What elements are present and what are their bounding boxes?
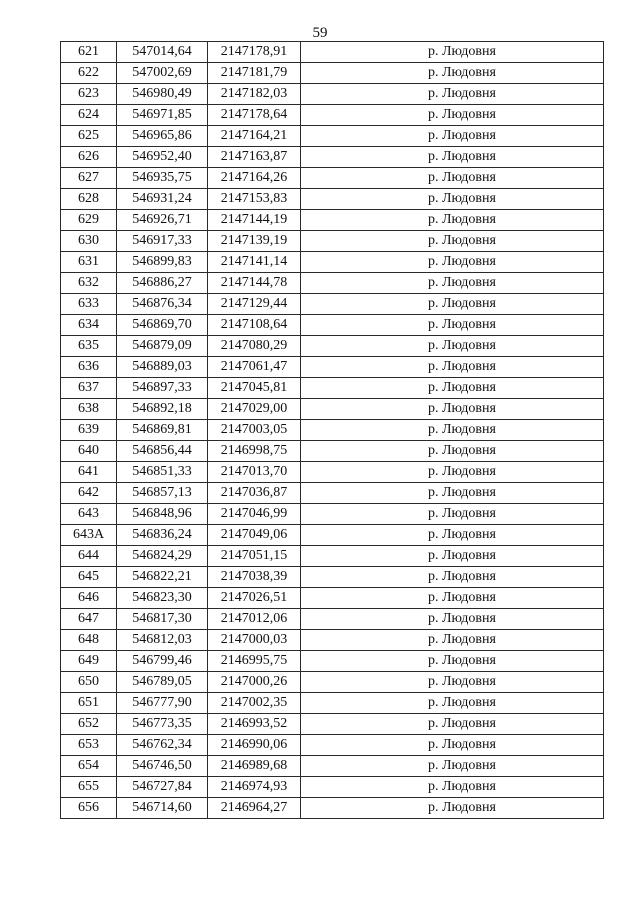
point-number-cell: 646 (61, 588, 117, 609)
point-number-cell: 629 (61, 210, 117, 231)
y-coordinate-cell: 2147144,78 (208, 273, 301, 294)
point-number-cell: 651 (61, 693, 117, 714)
page-number: 59 (312, 25, 328, 41)
y-coordinate-cell: 2147139,19 (208, 231, 301, 252)
table-row (61, 399, 604, 420)
x-coordinate-cell: 546823,30 (117, 588, 208, 609)
y-coordinate-cell: 2147178,64 (208, 105, 301, 126)
point-number-cell: 634 (61, 315, 117, 336)
y-coordinate-cell: 2147003,05 (208, 420, 301, 441)
object-name-cell: р. Людовня (301, 798, 604, 819)
object-name-cell: р. Людовня (301, 378, 604, 399)
point-number-cell: 643 (61, 504, 117, 525)
table-row (61, 672, 604, 693)
table-row (61, 147, 604, 168)
point-number-cell: 631 (61, 252, 117, 273)
object-name-cell: р. Людовня (301, 609, 604, 630)
y-coordinate-cell: 2147080,29 (208, 336, 301, 357)
x-coordinate-cell: 546879,09 (117, 336, 208, 357)
table-row (61, 609, 604, 630)
table-row (61, 378, 604, 399)
y-coordinate-cell: 2146993,52 (208, 714, 301, 735)
table-row (61, 630, 604, 651)
y-coordinate-cell: 2146974,93 (208, 777, 301, 798)
x-coordinate-cell: 546935,75 (117, 168, 208, 189)
object-name-cell: р. Людовня (301, 189, 604, 210)
y-coordinate-cell: 2146990,06 (208, 735, 301, 756)
object-name-cell: р. Людовня (301, 210, 604, 231)
point-number-cell: 654 (61, 756, 117, 777)
object-name-cell: р. Людовня (301, 315, 604, 336)
point-number-cell: 633 (61, 294, 117, 315)
y-coordinate-cell: 2147029,00 (208, 399, 301, 420)
y-coordinate-cell: 2147108,64 (208, 315, 301, 336)
coordinates-table (60, 41, 604, 819)
object-name-cell: р. Людовня (301, 126, 604, 147)
x-coordinate-cell: 546817,30 (117, 609, 208, 630)
table-row (61, 189, 604, 210)
y-coordinate-cell: 2147012,06 (208, 609, 301, 630)
point-number-cell: 635 (61, 336, 117, 357)
object-name-cell: р. Людовня (301, 420, 604, 441)
x-coordinate-cell: 546980,49 (117, 84, 208, 105)
object-name-cell: р. Людовня (301, 462, 604, 483)
table-row (61, 336, 604, 357)
table-row (61, 84, 604, 105)
point-number-cell: 636 (61, 357, 117, 378)
table-row (61, 483, 604, 504)
x-coordinate-cell: 546851,33 (117, 462, 208, 483)
table-row (61, 126, 604, 147)
y-coordinate-cell: 2147000,03 (208, 630, 301, 651)
table-row (61, 735, 604, 756)
x-coordinate-cell: 546822,21 (117, 567, 208, 588)
object-name-cell: р. Людовня (301, 735, 604, 756)
x-coordinate-cell: 546926,71 (117, 210, 208, 231)
x-coordinate-cell: 546789,05 (117, 672, 208, 693)
table-row (61, 252, 604, 273)
table-row (61, 357, 604, 378)
y-coordinate-cell: 2147036,87 (208, 483, 301, 504)
x-coordinate-cell: 546773,35 (117, 714, 208, 735)
y-coordinate-cell: 2146995,75 (208, 651, 301, 672)
point-number-cell: 625 (61, 126, 117, 147)
y-coordinate-cell: 2147000,26 (208, 672, 301, 693)
x-coordinate-cell: 546857,13 (117, 483, 208, 504)
point-number-cell: 632 (61, 273, 117, 294)
x-coordinate-cell: 546836,24 (117, 525, 208, 546)
y-coordinate-cell: 2147163,87 (208, 147, 301, 168)
object-name-cell: р. Людовня (301, 252, 604, 273)
point-number-cell: 643А (61, 525, 117, 546)
x-coordinate-cell: 546952,40 (117, 147, 208, 168)
point-number-cell: 655 (61, 777, 117, 798)
x-coordinate-cell: 546812,03 (117, 630, 208, 651)
object-name-cell: р. Людовня (301, 693, 604, 714)
x-coordinate-cell: 546965,86 (117, 126, 208, 147)
object-name-cell: р. Людовня (301, 630, 604, 651)
x-coordinate-cell: 546777,90 (117, 693, 208, 714)
x-coordinate-cell: 546931,24 (117, 189, 208, 210)
x-coordinate-cell: 546971,85 (117, 105, 208, 126)
object-name-cell: р. Людовня (301, 651, 604, 672)
y-coordinate-cell: 2147002,35 (208, 693, 301, 714)
y-coordinate-cell: 2147144,19 (208, 210, 301, 231)
x-coordinate-cell: 546889,03 (117, 357, 208, 378)
table-row (61, 504, 604, 525)
object-name-cell: р. Людовня (301, 672, 604, 693)
y-coordinate-cell: 2147051,15 (208, 546, 301, 567)
object-name-cell: р. Людовня (301, 777, 604, 798)
table-row (61, 315, 604, 336)
y-coordinate-cell: 2147045,81 (208, 378, 301, 399)
x-coordinate-cell: 546856,44 (117, 441, 208, 462)
x-coordinate-cell: 546897,33 (117, 378, 208, 399)
x-coordinate-cell: 546869,81 (117, 420, 208, 441)
object-name-cell: р. Людовня (301, 399, 604, 420)
table-row (61, 231, 604, 252)
x-coordinate-cell: 546714,60 (117, 798, 208, 819)
object-name-cell: р. Людовня (301, 504, 604, 525)
x-coordinate-cell: 546824,29 (117, 546, 208, 567)
point-number-cell: 648 (61, 630, 117, 651)
object-name-cell: р. Людовня (301, 63, 604, 84)
object-name-cell: р. Людовня (301, 525, 604, 546)
table-row (61, 420, 604, 441)
point-number-cell: 626 (61, 147, 117, 168)
object-name-cell: р. Людовня (301, 147, 604, 168)
y-coordinate-cell: 2146964,27 (208, 798, 301, 819)
y-coordinate-cell: 2147129,44 (208, 294, 301, 315)
object-name-cell: р. Людовня (301, 294, 604, 315)
point-number-cell: 644 (61, 546, 117, 567)
y-coordinate-cell: 2147013,70 (208, 462, 301, 483)
y-coordinate-cell: 2147178,91 (208, 42, 301, 63)
object-name-cell: р. Людовня (301, 168, 604, 189)
y-coordinate-cell: 2147164,21 (208, 126, 301, 147)
point-number-cell: 652 (61, 714, 117, 735)
table-row (61, 546, 604, 567)
x-coordinate-cell: 546876,34 (117, 294, 208, 315)
table-row (61, 63, 604, 84)
y-coordinate-cell: 2147026,51 (208, 588, 301, 609)
object-name-cell: р. Людовня (301, 441, 604, 462)
y-coordinate-cell: 2147164,26 (208, 168, 301, 189)
x-coordinate-cell: 546746,50 (117, 756, 208, 777)
y-coordinate-cell: 2147182,03 (208, 84, 301, 105)
point-number-cell: 647 (61, 609, 117, 630)
y-coordinate-cell: 2147061,47 (208, 357, 301, 378)
table-row (61, 693, 604, 714)
x-coordinate-cell: 546762,34 (117, 735, 208, 756)
object-name-cell: р. Людовня (301, 756, 604, 777)
y-coordinate-cell: 2147049,06 (208, 525, 301, 546)
object-name-cell: р. Людовня (301, 714, 604, 735)
point-number-cell: 642 (61, 483, 117, 504)
point-number-cell: 621 (61, 42, 117, 63)
point-number-cell: 639 (61, 420, 117, 441)
table-row (61, 441, 604, 462)
table-row (61, 651, 604, 672)
table-row (61, 42, 604, 63)
point-number-cell: 623 (61, 84, 117, 105)
point-number-cell: 622 (61, 63, 117, 84)
x-coordinate-cell: 547014,64 (117, 42, 208, 63)
y-coordinate-cell: 2147046,99 (208, 504, 301, 525)
x-coordinate-cell: 546799,46 (117, 651, 208, 672)
object-name-cell: р. Людовня (301, 42, 604, 63)
table-row (61, 168, 604, 189)
point-number-cell: 640 (61, 441, 117, 462)
object-name-cell: р. Людовня (301, 105, 604, 126)
object-name-cell: р. Людовня (301, 546, 604, 567)
object-name-cell: р. Людовня (301, 588, 604, 609)
object-name-cell: р. Людовня (301, 336, 604, 357)
table-row (61, 588, 604, 609)
y-coordinate-cell: 2146998,75 (208, 441, 301, 462)
point-number-cell: 650 (61, 672, 117, 693)
x-coordinate-cell: 547002,69 (117, 63, 208, 84)
object-name-cell: р. Людовня (301, 231, 604, 252)
table-row (61, 294, 604, 315)
point-number-cell: 645 (61, 567, 117, 588)
y-coordinate-cell: 2147153,83 (208, 189, 301, 210)
object-name-cell: р. Людовня (301, 567, 604, 588)
y-coordinate-cell: 2147181,79 (208, 63, 301, 84)
point-number-cell: 649 (61, 651, 117, 672)
table-row (61, 798, 604, 819)
x-coordinate-cell: 546899,83 (117, 252, 208, 273)
x-coordinate-cell: 546917,33 (117, 231, 208, 252)
x-coordinate-cell: 546848,96 (117, 504, 208, 525)
x-coordinate-cell: 546892,18 (117, 399, 208, 420)
x-coordinate-cell: 546886,27 (117, 273, 208, 294)
table-row (61, 105, 604, 126)
table-row (61, 210, 604, 231)
point-number-cell: 638 (61, 399, 117, 420)
point-number-cell: 627 (61, 168, 117, 189)
x-coordinate-cell: 546869,70 (117, 315, 208, 336)
y-coordinate-cell: 2147038,39 (208, 567, 301, 588)
object-name-cell: р. Людовня (301, 84, 604, 105)
table-row (61, 756, 604, 777)
x-coordinate-cell: 546727,84 (117, 777, 208, 798)
object-name-cell: р. Людовня (301, 357, 604, 378)
table-row (61, 462, 604, 483)
point-number-cell: 653 (61, 735, 117, 756)
table-row (61, 777, 604, 798)
y-coordinate-cell: 2146989,68 (208, 756, 301, 777)
y-coordinate-cell: 2147141,14 (208, 252, 301, 273)
table-row (61, 567, 604, 588)
point-number-cell: 628 (61, 189, 117, 210)
table-row (61, 525, 604, 546)
coordinates-table-body (61, 42, 604, 819)
table-row (61, 714, 604, 735)
point-number-cell: 656 (61, 798, 117, 819)
object-name-cell: р. Людовня (301, 273, 604, 294)
point-number-cell: 641 (61, 462, 117, 483)
point-number-cell: 630 (61, 231, 117, 252)
point-number-cell: 624 (61, 105, 117, 126)
object-name-cell: р. Людовня (301, 483, 604, 504)
point-number-cell: 637 (61, 378, 117, 399)
table-row (61, 273, 604, 294)
